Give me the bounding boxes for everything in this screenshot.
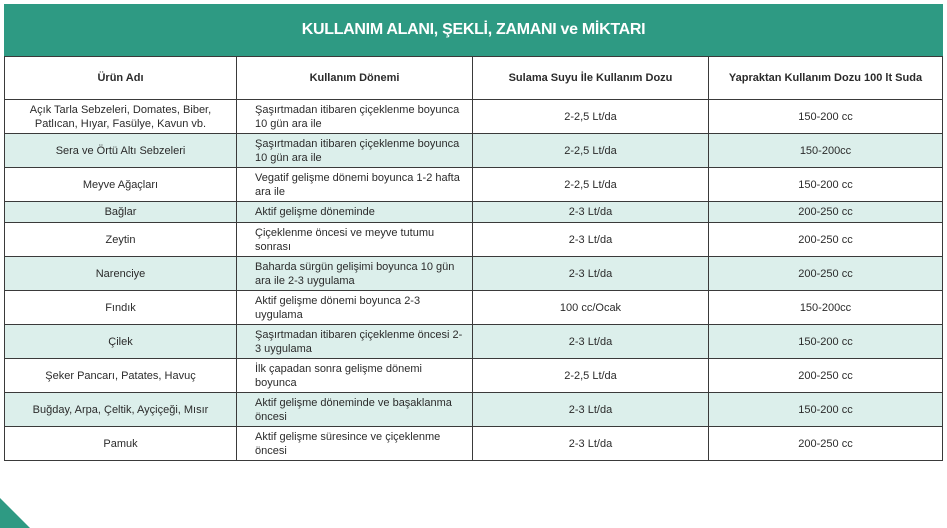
table-row: [5, 359, 943, 393]
irrigation-dose-cell: 2-3 Lt/da: [473, 223, 709, 257]
table-row: [5, 427, 943, 461]
product-cell: Fındık: [5, 291, 237, 325]
product-cell: Çilek: [5, 325, 237, 359]
header-row: [5, 57, 943, 100]
product-cell: Sera ve Örtü Altı Sebzeleri: [5, 134, 237, 168]
table-row: [5, 202, 943, 223]
product-cell: Bağlar: [5, 202, 237, 223]
period-cell: Aktif gelişme döneminde ve başaklanma öncesi: [237, 393, 473, 427]
product-cell: Zeytin: [5, 223, 237, 257]
foliar-dose-cell: 150-200 cc: [709, 393, 943, 427]
irrigation-dose-cell: 2-3 Lt/da: [473, 393, 709, 427]
foliar-dose-cell: 200-250 cc: [709, 427, 943, 461]
product-cell: Meyve Ağaçları: [5, 168, 237, 202]
table-row: [5, 393, 943, 427]
foliar-dose-cell: 150-200cc: [709, 134, 943, 168]
irrigation-dose-cell: 2-2,5 Lt/da: [473, 359, 709, 393]
irrigation-dose-cell: 2-2,5 Lt/da: [473, 134, 709, 168]
foliar-dose-cell: 150-200 cc: [709, 325, 943, 359]
table-row: [5, 134, 943, 168]
table-row: [5, 257, 943, 291]
column-header-product: Ürün Adı: [5, 57, 237, 100]
period-cell: Şaşırtmadan itibaren çiçeklenme boyunca 10 gün ara ile: [237, 134, 473, 168]
period-cell: Aktif gelişme süresince ve çiçeklenme öncesi: [237, 427, 473, 461]
irrigation-dose-cell: 2-3 Lt/da: [473, 325, 709, 359]
period-cell: Aktif gelişme döneminde: [237, 202, 473, 223]
product-cell: Buğday, Arpa, Çeltik, Ayçiçeği, Mısır: [5, 393, 237, 427]
irrigation-dose-cell: 2-3 Lt/da: [473, 427, 709, 461]
corner-decoration: [0, 498, 30, 528]
period-cell: Çiçeklenme öncesi ve meyve tutumu sonrası: [237, 223, 473, 257]
foliar-dose-cell: 150-200cc: [709, 291, 943, 325]
irrigation-dose-cell: 2-3 Lt/da: [473, 202, 709, 223]
period-cell: Şaşırtmadan itibaren çiçeklenme boyunca 10 gün ara ile: [237, 100, 473, 134]
column-header-foliar-dose: Yapraktan Kullanım Dozu 100 lt Suda: [709, 57, 943, 100]
irrigation-dose-cell: 2-3 Lt/da: [473, 257, 709, 291]
product-cell: Açık Tarla Sebzeleri, Domates, Biber, Patlıcan, Hıyar, Fasülye, Kavun vb.: [5, 100, 237, 134]
product-cell: Şeker Pancarı, Patates, Havuç: [5, 359, 237, 393]
irrigation-dose-cell: 2-2,5 Lt/da: [473, 100, 709, 134]
product-cell: Narenciye: [5, 257, 237, 291]
table-row: [5, 168, 943, 202]
period-cell: Şaşırtmadan itibaren çiçeklenme öncesi 2-3 uygulama: [237, 325, 473, 359]
foliar-dose-cell: 150-200 cc: [709, 100, 943, 134]
table-row: [5, 291, 943, 325]
table-title: KULLANIM ALANI, ŞEKLİ, ZAMANI ve MİKTARI: [4, 4, 943, 56]
foliar-dose-cell: 200-250 cc: [709, 257, 943, 291]
column-header-irrigation-dose: Sulama Suyu İle Kullanım Dozu: [473, 57, 709, 100]
irrigation-dose-cell: 2-2,5 Lt/da: [473, 168, 709, 202]
period-cell: Aktif gelişme dönemi boyunca 2-3 uygulama: [237, 291, 473, 325]
foliar-dose-cell: 200-250 cc: [709, 359, 943, 393]
period-cell: Vegatif gelişme dönemi boyunca 1-2 hafta ara ile: [237, 168, 473, 202]
period-cell: İlk çapadan sonra gelişme dönemi boyunca: [237, 359, 473, 393]
column-header-period: Kullanım Dönemi: [237, 57, 473, 100]
usage-table: [4, 56, 943, 461]
product-cell: Pamuk: [5, 427, 237, 461]
table-row: [5, 100, 943, 134]
foliar-dose-cell: 150-200 cc: [709, 168, 943, 202]
period-cell: Baharda sürgün gelişimi boyunca 10 gün ara ile 2-3 uygulama: [237, 257, 473, 291]
table-row: [5, 325, 943, 359]
irrigation-dose-cell: 100 cc/Ocak: [473, 291, 709, 325]
table-row: [5, 223, 943, 257]
foliar-dose-cell: 200-250 cc: [709, 202, 943, 223]
foliar-dose-cell: 200-250 cc: [709, 223, 943, 257]
